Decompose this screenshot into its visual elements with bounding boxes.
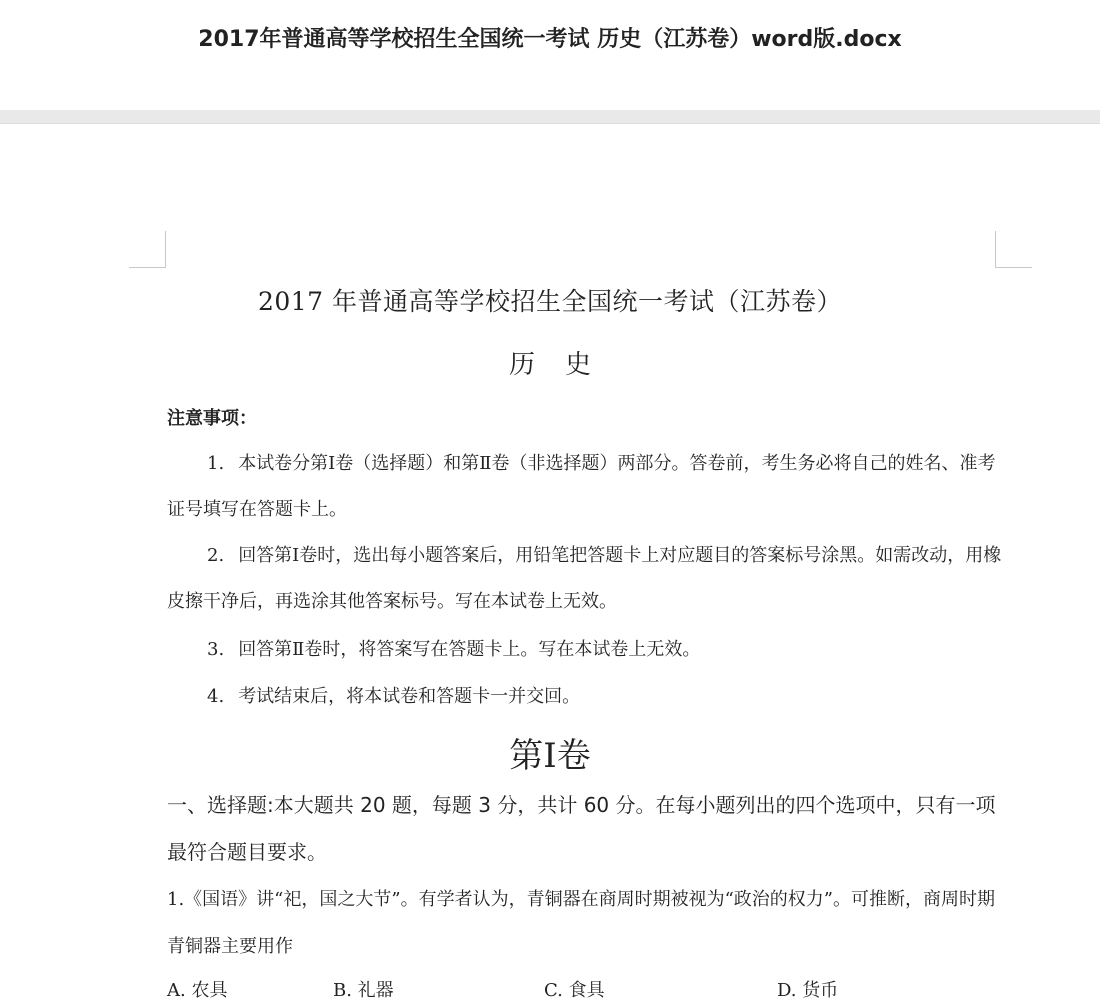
window-titlebar [0, 0, 1100, 110]
exam-title: 2017 年普通高等学校招生全国统一考试（江苏卷） [257, 287, 843, 316]
notice-number: 3. [207, 639, 225, 660]
notice-number: 1. [207, 453, 225, 474]
notice-item [167, 441, 1007, 533]
question-options [167, 976, 1007, 1001]
volume-title: 第Ⅰ卷 [509, 736, 591, 776]
document-page[interactable] [0, 124, 1100, 1001]
margin-marker-top-left [129, 231, 166, 268]
notice-text: 本试卷分第Ⅰ卷（选择题）和第Ⅱ卷（非选择题）两部分。答卷前，考生务必将自己的姓名、准考证号填写在答题卡上。 [167, 453, 996, 520]
question-text: 1.《国语》讲“祀，国之大节”。有学者认为，青铜器在商周时期被视为“政治的权力”。可推断，商周时期青铜器主要用作 [167, 889, 995, 957]
page-gap-divider [0, 110, 1100, 124]
notice-item [167, 674, 1007, 720]
option-b: B. 礼器 [333, 980, 394, 1001]
section-intro: 一、选择题:本大题共 20 题，每题 3 分，共计 60 分。在每小题列出的四个选项中，只有一项最符合题目要求。 [167, 793, 996, 864]
notice-text: 回答第Ⅱ卷时，将答案写在答题卡上。写在本试卷上无效。 [238, 639, 701, 660]
notice-item [167, 627, 1007, 673]
notice-text: 考试结束后，将本试卷和答题卡一并交回。 [238, 686, 581, 707]
notice-text: 回答第Ⅰ卷时，选出每小题答案后，用铅笔把答题卡上对应题目的答案标号涂黑。如需改动，用橡皮擦干净后，再选涂其他答案标号。写在本试卷上无效。 [167, 545, 1002, 612]
exam-subject: 历史 [508, 350, 621, 380]
option-c: C. 食具 [544, 980, 605, 1001]
notice-number: 2. [207, 545, 225, 566]
document-filename: 2017年普通高等学校招生全国统一考试 历史（江苏卷）word版.docx [198, 27, 902, 52]
notice-heading: 注意事项： [167, 408, 257, 429]
margin-marker-top-right [995, 231, 1032, 268]
notice-item [167, 533, 1007, 625]
option-a: A. 农具 [167, 980, 228, 1001]
option-d: D. 货币 [777, 980, 839, 1001]
notice-number: 4. [207, 686, 225, 707]
